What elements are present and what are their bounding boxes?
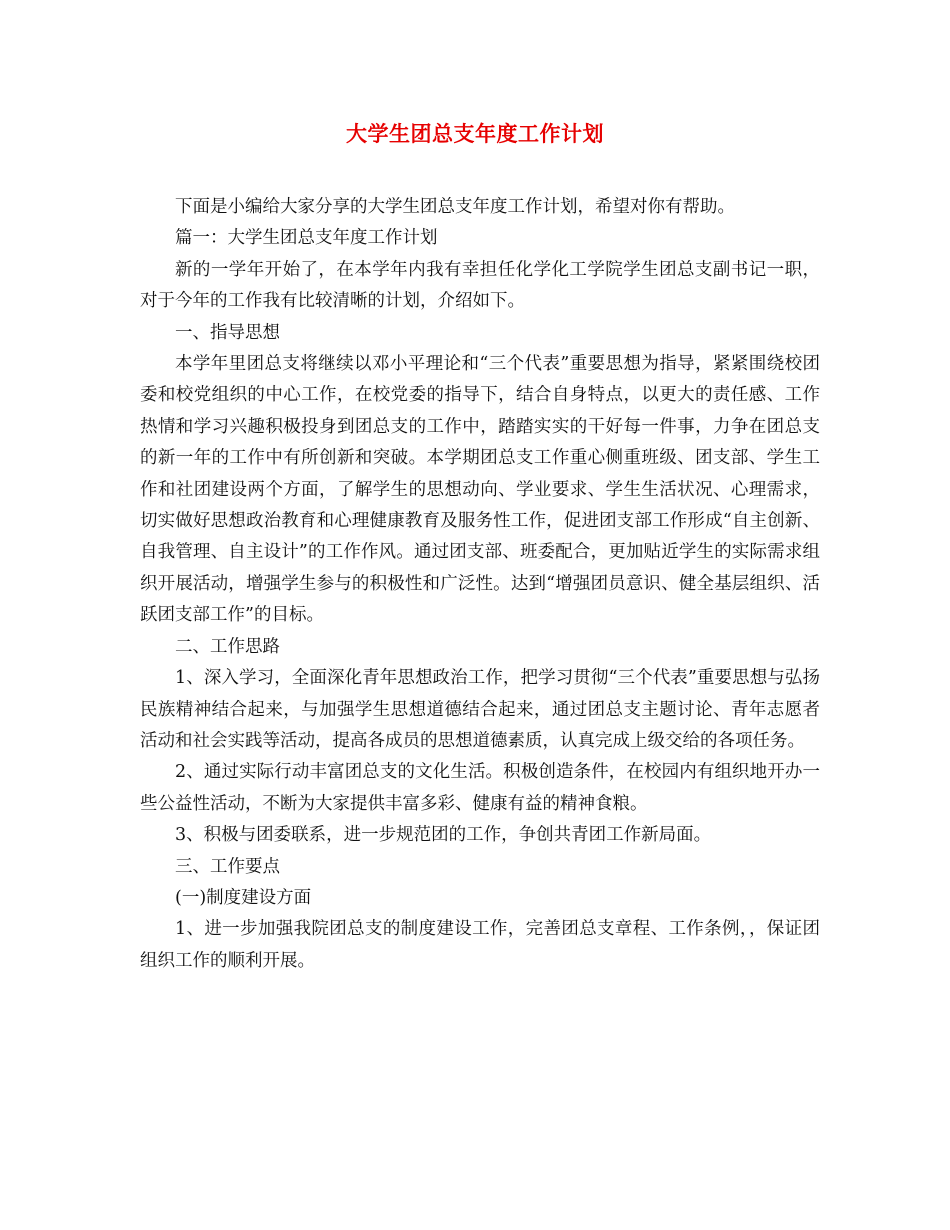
paragraph-chapter-heading: 篇一：大学生团总支年度工作计划 bbox=[175, 228, 438, 249]
paragraph-system-item-1: 1、进一步加强我院团总支的制度建设工作，完善团总支章程、工作条例，，保证团组织工作的顺利开展。 bbox=[140, 919, 820, 971]
paragraph-approach-item-3: 3、积极与团委联系，进一步规范团的工作，争创共青团工作新局面。 bbox=[175, 825, 712, 846]
paragraph-opening: 新的一学年开始了，在本学年内我有幸担任化学化工学院学生团总支副书记一职，对于今年的工作我有比较清晰的计划，介绍如下。 bbox=[140, 259, 820, 312]
paragraph-intro: 下面是小编给大家分享的大学生团总支年度工作计划，希望对你有帮助。 bbox=[175, 197, 735, 217]
paragraph-guiding-ideology: 本学年里团总支将继续以邓小平理论和“三个代表”重要思想为指导，紧紧围绕校团委和校党组织的中心工作，在校党委的指导下，结合自身特点，以更大的责任感、工作热情和学习兴趣积极投身到团总支的工作中，踏踏实实的干好每一件事，力争在团总支的新一年的工作中有所创新和突破。本学期团总支工作重心侧重班级、团支部、学生工作和社团建设两个方面，了解学生的思想动向、学业要求、学生生活状况、心理需求，切实做好思想政治教育和心理健康教育及服务性工作，促进团支部工作形成“自主创新、自我管理、自主设计”的工作作风。通过团支部、班委配合，更加贴近学生的实际需求组织开展活动，增强学生参与的积极性和广泛性。达到“增强团员意识、健全基层组织、活跃团支部工作”的目标。 bbox=[140, 354, 820, 626]
paragraph-approach-item-1: 1、深入学习，全面深化青年思想政治工作，把学习贯彻“三个代表”重要思想与弘扬民族精神结合起来，与加强学生思想道德结合起来，通过团总支主题讨论、青年志愿者活动和社会实践等活动，提高各成员的思想道德素质，认真完成上级交给的各项任务。 bbox=[140, 668, 820, 751]
section-heading-work-points: 三、工作要点 bbox=[175, 856, 280, 877]
document-title: 大学生团总支年度工作计划 bbox=[346, 121, 604, 146]
subsection-heading-system-building: (一)制度建设方面 bbox=[175, 887, 312, 908]
section-heading-work-approach: 二、工作思路 bbox=[175, 636, 280, 657]
section-heading-guiding-ideology: 一、指导思想 bbox=[175, 322, 280, 343]
document-body bbox=[140, 192, 820, 977]
paragraph-approach-item-2: 2、通过实际行动丰富团总支的文化生活。积极创造条件，在校园内有组织地开办一些公益性活动，不断为大家提供丰富多彩、健康有益的精神食粮。 bbox=[140, 762, 820, 814]
